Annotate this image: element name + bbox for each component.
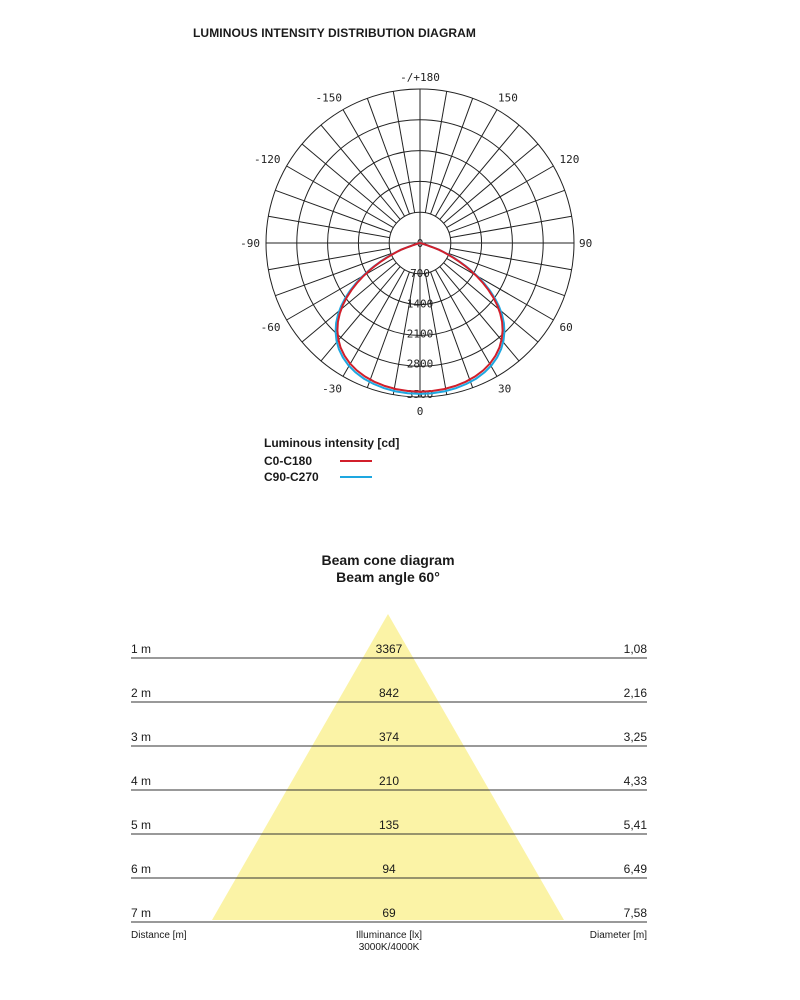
angle-label: 0 — [416, 405, 424, 418]
diameter-value: 3,25 — [623, 730, 647, 744]
beam-title-line: Beam cone diagram — [321, 552, 455, 568]
angle-label: 120 — [559, 153, 580, 166]
diameter-value: 4,33 — [623, 774, 647, 788]
illuminance-axis-label — [339, 930, 439, 954]
distance-value: 4 m — [131, 774, 152, 788]
illuminance-value: 3367 — [375, 642, 403, 656]
distance-axis-label: Distance [m] — [131, 930, 187, 941]
radial-tick-label: 3500 — [406, 387, 434, 401]
distance-value: 1 m — [131, 642, 152, 656]
angle-label: 150 — [498, 91, 518, 105]
illuminance-value: 842 — [378, 686, 400, 700]
angle-label: 90 — [579, 237, 593, 250]
distance-value: 7 m — [131, 906, 152, 920]
diameter-value: 6,49 — [623, 862, 647, 876]
radial-tick-label: 700 — [410, 267, 430, 281]
diameter-value: 2,16 — [623, 686, 647, 700]
diameter-value: 7,58 — [623, 906, 647, 920]
radial-tick-label: 0 — [416, 237, 424, 250]
angle-label: -120 — [254, 153, 281, 166]
angle-label: 30 — [498, 382, 512, 396]
angle-label: -30 — [322, 382, 342, 396]
angle-label: -150 — [315, 91, 342, 105]
angle-label: -90 — [240, 237, 260, 250]
distance-value: 6 m — [131, 862, 152, 876]
angle-label: -60 — [260, 321, 281, 334]
illuminance-value: 374 — [378, 730, 400, 744]
radial-tick-label: 2800 — [406, 357, 434, 371]
angle-label: 60 — [559, 321, 573, 334]
distance-value: 2 m — [131, 686, 152, 700]
illuminance-value: 210 — [378, 774, 400, 788]
radial-tick-label: 1400 — [406, 297, 434, 311]
radial-tick-label: 2100 — [406, 327, 434, 341]
illuminance-value: 69 — [382, 906, 396, 920]
diagram-title: LUMINOUS INTENSITY DISTRIBUTION DIAGRAM — [193, 26, 477, 40]
legend-item-label: C0-C180 — [264, 454, 313, 468]
diameter-value: 1,08 — [623, 642, 647, 656]
legend-item-label: C90-C270 — [264, 470, 319, 484]
distance-value: 5 m — [131, 818, 152, 832]
diameter-value: 5,41 — [623, 818, 647, 832]
illuminance-value: 94 — [382, 862, 396, 876]
legend-heading: Luminous intensity [cd] — [264, 436, 400, 450]
diameter-axis-label: Diameter [m] — [589, 930, 647, 941]
angle-label: -/+180 — [400, 71, 440, 84]
illuminance-label-line1: Illuminance [lx] — [355, 930, 423, 941]
illuminance-value: 135 — [378, 818, 400, 832]
distance-value: 3 m — [131, 730, 152, 744]
illuminance-label-line2: 3000K/4000K — [358, 942, 420, 953]
beam-angle-line: Beam angle 60° — [336, 569, 440, 585]
